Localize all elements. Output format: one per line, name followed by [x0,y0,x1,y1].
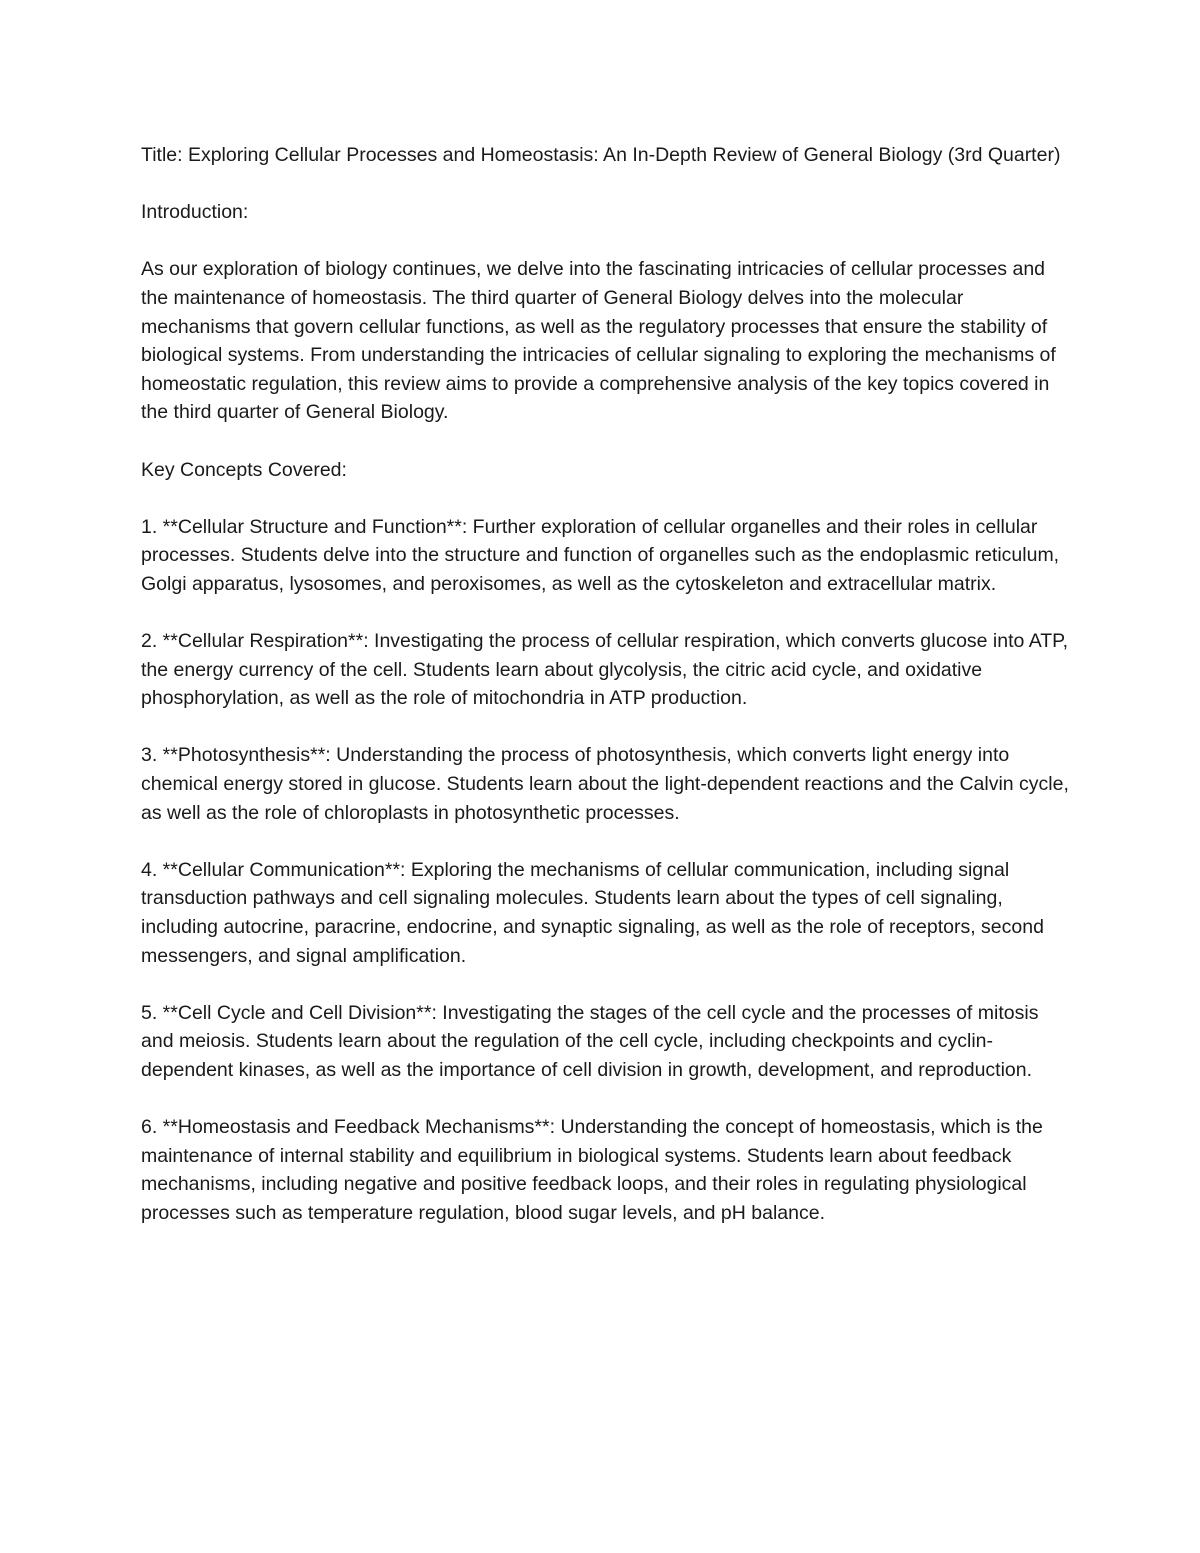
key-concepts-heading: Key Concepts Covered: [141,458,347,481]
concept-item-cell-cycle: 5. **Cell Cycle and Cell Division**: Investigating the stages of the cell cycle and the processes of mitosis and meiosis. Students learn about the regulation of the cell cycle, including checkpoints and cyclin-dependent kinases, as well as the importance of cell division in growth, development, and reproduction. [141,1001,1039,1081]
concept-item-cellular-communication: 4. **Cellular Communication**: Exploring the mechanisms of cellular communication, including signal transduction pathways and cell signaling molecules. Students learn about the types of cell signaling, including autocrine, paracrine, endocrine, and synaptic signaling, as well as the role of receptors, second messengers, and signal amplification. [141,858,1044,967]
introduction-paragraph: As our exploration of biology continues, we delve into the fascinating intricacies of cellular processes and the maintenance of homeostasis. The third quarter of General Biology delves into the molecular mechanisms that govern cellular functions, as well as the regulatory processes that ensure the stability of biological systems. From understanding the intricacies of cellular signaling to exploring the mechanisms of homeostatic regulation, this review aims to provide a comprehensive analysis of the key topics covered in the third quarter of General Biology. [141,258,1056,424]
document-body [141,141,1071,1256]
concept-item-cellular-structure: 1. **Cellular Structure and Function**: Further exploration of cellular organelles and their roles in cellular processes. Students delve into the structure and function of organelles such as the endoplasmic reticulum, Golgi apparatus, lysosomes, and peroxisomes, as well as the cytoskeleton and extracellular matrix. [141,515,1060,595]
concept-item-photosynthesis: 3. **Photosynthesis**: Understanding the process of photosynthesis, which converts light energy into chemical energy stored in glucose. Students learn about the light-dependent reactions and the Calvin cycle, as well as the role of chloroplasts in photosynthetic processes. [141,744,1069,824]
document-title: Title: Exploring Cellular Processes and Homeostasis: An In-Depth Review of General Biology (3rd Quarter) [141,144,1061,166]
introduction-heading: Introduction: [141,201,249,224]
concept-item-homeostasis: 6. **Homeostasis and Feedback Mechanisms**: Understanding the concept of homeostasis, which is the maintenance of internal stability and equilibrium in biological systems. Students learn about feedback mechanisms, including negative and positive feedback loops, and their roles in regulating physiological processes such as temperature regulation, blood sugar levels, and pH balance. [141,1116,1043,1224]
concept-item-cellular-respiration: 2. **Cellular Respiration**: Investigating the process of cellular respiration, which converts glucose into ATP, the energy currency of the cell. Students learn about glycolysis, the citric acid cycle, and oxidative phosphorylation, as well as the role of mitochondria in ATP production. [141,630,1069,710]
